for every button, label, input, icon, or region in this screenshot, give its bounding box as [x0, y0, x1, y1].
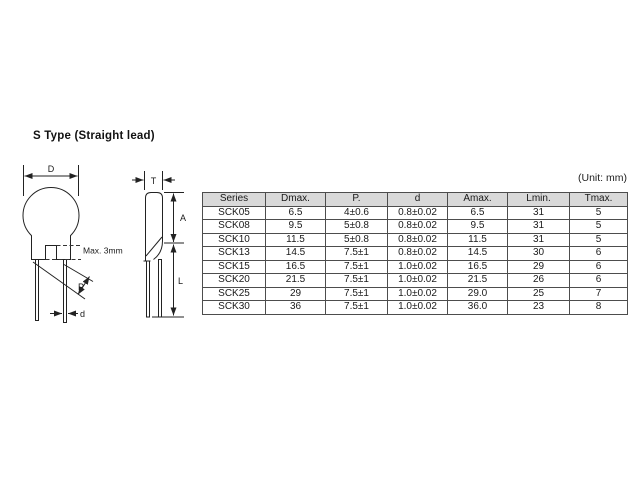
table-cell: 30 [508, 247, 570, 261]
table-cell: 31 [508, 206, 570, 220]
table-cell: 0.8±0.02 [388, 220, 448, 234]
table-cell: 7.5±1 [326, 247, 388, 261]
table-cell: 4±0.6 [326, 206, 388, 220]
table-cell: SCK10 [203, 233, 266, 247]
table-cell: 6.5 [448, 206, 508, 220]
table-cell: 11.5 [448, 233, 508, 247]
table-cell: 29.0 [448, 287, 508, 301]
label-L: L [178, 276, 184, 286]
table-row [203, 260, 628, 274]
table-cell: SCK30 [203, 301, 266, 315]
table-cell: 7.5±1 [326, 301, 388, 315]
table-cell: 5±0.8 [326, 220, 388, 234]
table-cell: 1.0±0.02 [388, 301, 448, 315]
table-cell: 23 [508, 301, 570, 315]
table-cell: SCK08 [203, 220, 266, 234]
table-row [203, 247, 628, 261]
sleeve-max-callout [46, 246, 82, 260]
column-header: P. [326, 193, 388, 207]
page-title: S Type (Straight lead) [33, 130, 155, 142]
label-P: P [77, 282, 85, 292]
side-body-outline [146, 193, 163, 262]
table-cell: 7.5±1 [326, 287, 388, 301]
table-cell: 6 [570, 247, 628, 261]
disc-body-outline [23, 188, 79, 260]
front-d-dimension [24, 164, 79, 196]
side-l-dimension [174, 245, 184, 316]
spec-table-container [202, 192, 627, 315]
table-cell: 16.5 [448, 260, 508, 274]
column-header: Dmax. [266, 193, 326, 207]
table-cell: 16.5 [266, 260, 326, 274]
column-header: Tmax. [570, 193, 628, 207]
column-header: Series [203, 193, 266, 207]
side-right-lead [159, 260, 162, 318]
table-cell: SCK20 [203, 274, 266, 288]
table-cell: 21.5 [266, 274, 326, 288]
table-row [203, 287, 628, 301]
front-left-lead [36, 260, 39, 321]
table-cell: SCK05 [203, 206, 266, 220]
side-view-drawing [132, 171, 186, 317]
table-cell: 1.0±0.02 [388, 287, 448, 301]
table-cell: 29 [508, 260, 570, 274]
table-cell: 5 [570, 233, 628, 247]
table-cell: 9.5 [448, 220, 508, 234]
table-cell: 26 [508, 274, 570, 288]
table-cell: 5±0.8 [326, 233, 388, 247]
table-row [203, 274, 628, 288]
front-right-lead [64, 260, 67, 323]
front-lead-d-dimension [50, 309, 85, 319]
spec-table-body [203, 206, 628, 314]
column-header: Amax. [448, 193, 508, 207]
table-cell: SCK15 [203, 260, 266, 274]
side-a-dimension [174, 194, 187, 243]
label-max-3mm: Max. 3mm [83, 245, 123, 256]
table-cell: 36 [266, 301, 326, 315]
table-cell: 7 [570, 287, 628, 301]
table-cell: 14.5 [448, 247, 508, 261]
table-row [203, 301, 628, 315]
table-cell: 0.8±0.02 [388, 233, 448, 247]
table-header-row [203, 193, 628, 207]
table-cell: SCK13 [203, 247, 266, 261]
table-cell: 31 [508, 220, 570, 234]
table-cell: 6 [570, 274, 628, 288]
column-header: Lmin. [508, 193, 570, 207]
table-row [203, 220, 628, 234]
table-cell: 14.5 [266, 247, 326, 261]
table-cell: 1.0±0.02 [388, 260, 448, 274]
table-cell: 11.5 [266, 233, 326, 247]
label-D: D [47, 164, 55, 174]
side-extension-lines [152, 193, 187, 318]
table-cell: 5 [570, 220, 628, 234]
label-T: T [150, 176, 157, 186]
table-row [203, 206, 628, 220]
column-header: d [388, 193, 448, 207]
spec-table [202, 192, 628, 315]
table-cell: 1.0±0.02 [388, 274, 448, 288]
table-cell: 9.5 [266, 220, 326, 234]
table-cell: 21.5 [448, 274, 508, 288]
table-cell: 25 [508, 287, 570, 301]
table-cell: SCK25 [203, 287, 266, 301]
front-view-drawing [23, 164, 123, 323]
table-cell: 31 [508, 233, 570, 247]
table-cell: 0.8±0.02 [388, 247, 448, 261]
table-cell: 7.5±1 [326, 260, 388, 274]
label-A: A [180, 213, 187, 223]
table-cell: 36.0 [448, 301, 508, 315]
table-cell: 6.5 [266, 206, 326, 220]
table-cell: 0.8±0.02 [388, 206, 448, 220]
side-left-lead [147, 261, 150, 317]
table-cell: 7.5±1 [326, 274, 388, 288]
table-cell: 29 [266, 287, 326, 301]
table-cell: 5 [570, 206, 628, 220]
table-cell: 8 [570, 301, 628, 315]
unit-note: (Unit: mm) [578, 172, 627, 184]
table-row [203, 233, 628, 247]
table-cell: 6 [570, 260, 628, 274]
side-t-dimension [132, 171, 175, 190]
label-d: d [80, 309, 86, 319]
